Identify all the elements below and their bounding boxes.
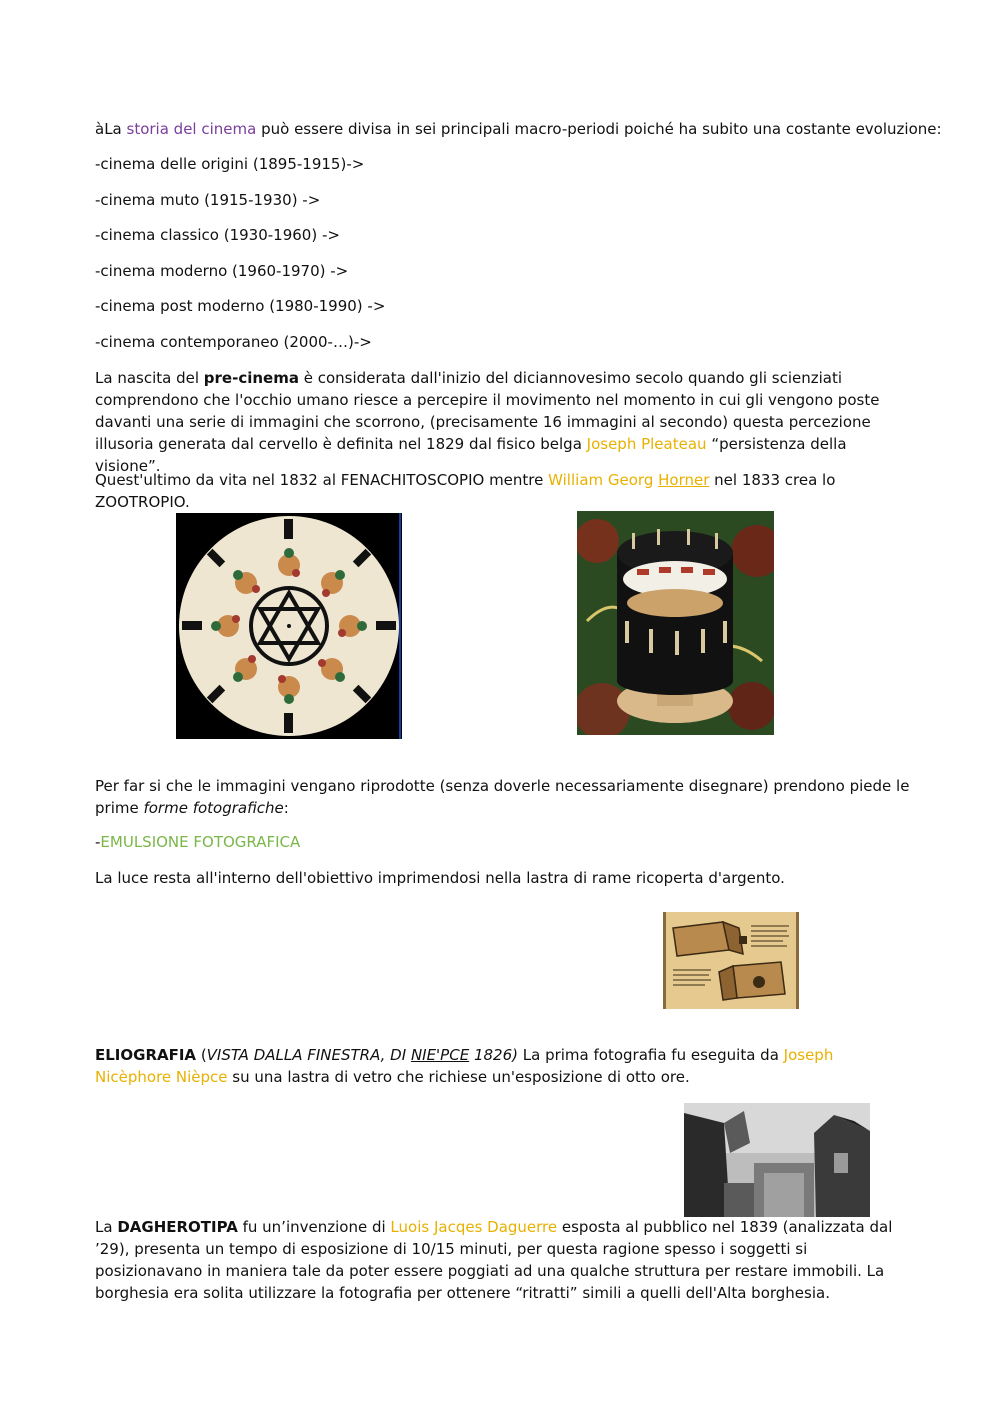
daguerre-link[interactable]: Luois Jacqes Daguerre — [390, 1218, 558, 1236]
vista-dalla-finestra-image — [684, 1103, 870, 1217]
period-item: -cinema muto (1915-1930) -> — [95, 191, 321, 209]
joseph-pleateau-link[interactable]: Joseph Pleateau — [586, 435, 707, 453]
emulsione-fotografica-link[interactable]: EMULSIONE FOTOGRAFICA — [100, 833, 301, 851]
camera-obscura-image — [663, 912, 799, 1009]
forme-fotografiche-paragraph: Per far si che le immagini vengano riprodotte (senza doverle necessariamente disegnare) prendono piede le prime forme fotografiche: — [95, 777, 910, 817]
period-item: -cinema classico (1930-1960) -> — [95, 226, 340, 244]
period-item: -cinema delle origini (1895-1915)-> — [95, 155, 365, 173]
phenakistiscope-image — [176, 513, 402, 739]
precinema-paragraph: La nascita del pre-cinema è considerata dall'inizio del diciannovesimo secolo quando gli scienziati comprendono che l'occhio umano riesce a percepire il movimento nel momento in cui gli vengono poste davanti una serie di immagini che scorrono, (precisamente 16 immagini al secondo) questa percezione illusoria generata dal cervello è definita nel 1829 dal fisico belga Joseph Pleateau “persistenza della visione”. — [95, 369, 880, 475]
forme-fotografiche-term: forme fotografiche — [143, 799, 284, 817]
period-item: -cinema post moderno (1980-1990) -> — [95, 297, 386, 315]
luce-sentence: La luce resta all'interno dell'obiettivo imprimendosi nella lastra di rame ricoperta d'argento. — [95, 869, 785, 887]
precinema-term: pre-cinema — [203, 369, 299, 387]
joseph-niepce-link[interactable]: Joseph Nicèphore Nièpce — [95, 1046, 834, 1086]
dagherotipa-paragraph: La DAGHEROTIPA fu un’invenzione di Luois Jacqes Daguerre esposta al pubblico nel 1839 (analizzata dal ’29), presenta un tempo di esposizione di 10/15 minuti, per questa ragione spesso i soggetti si posizionavano in maniera tale da poter essere poggiati ad una qualche struttura per restare immobili. La borghesia era solita utilizzare la fotografia per ottenere “ritratti” simili a quelli dell'Alta borghesia. — [95, 1218, 893, 1302]
emulsione-heading: -EMULSIONE FOTOGRAFICA — [95, 833, 301, 851]
dagherotipa-term: DAGHEROTIPA — [117, 1218, 238, 1236]
eliografia-term: ELIOGRAFIA — [95, 1046, 197, 1064]
horner-link[interactable]: Horner — [658, 471, 710, 489]
period-item: -cinema moderno (1960-1970) -> — [95, 262, 349, 280]
william-georg-link[interactable]: William Georg — [548, 471, 654, 489]
eliografia-paragraph: ELIOGRAFIA (VISTA DALLA FINESTRA, DI NIE'PCE 1826) La prima fotografia fu eseguita da Joseph Nicèphore Nièpce su una lastra di vetro che richiese un'esposizione di otto ore. — [95, 1046, 834, 1086]
period-item: -cinema contemporaneo (2000-…)-> — [95, 333, 372, 351]
fenachitoscopio-paragraph: Quest'ultimo da vita nel 1832 al FENACHITOSCOPIO mentre William Georg Horner nel 1833 crea lo ZOOTROPIO. — [95, 471, 836, 511]
intro-line: àLa storia del cinema può essere divisa in sei principali macro-periodi poiché ha subito una costante evoluzione: — [95, 120, 942, 138]
storia-del-cinema-link[interactable]: storia del cinema — [126, 120, 257, 138]
zoetrope-image — [577, 511, 774, 735]
niepce-caption: NIE'PCE — [410, 1046, 470, 1064]
